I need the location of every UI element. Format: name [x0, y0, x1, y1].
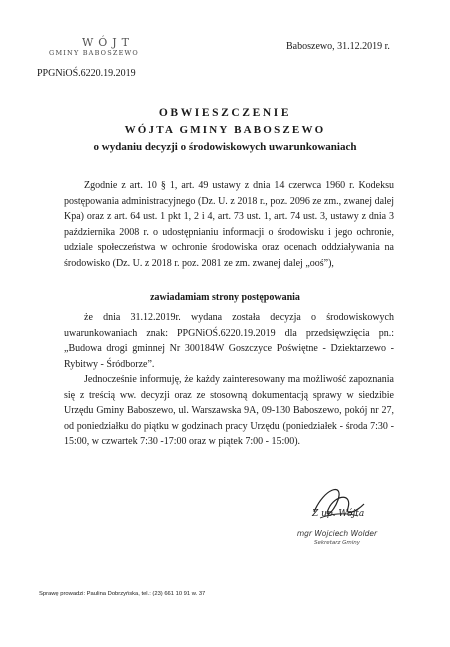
- document-issuer: WÓJTA GMINY BABOSZEWO: [124, 124, 326, 136]
- document-title: OBWIESZCZENIE: [158, 107, 292, 119]
- signatory-name: mgr Wojciech Wolder: [296, 529, 378, 538]
- announcement-line: zawiadamiam strony postępowania: [150, 292, 300, 303]
- signatory-role: Sekretarz Gminy: [313, 540, 361, 546]
- stamp-title: WÓJT: [81, 36, 135, 49]
- reference-number: PPGNiOŚ.6220.19.2019: [37, 68, 136, 79]
- handwritten-signature: [300, 478, 370, 528]
- place-date: Baboszewo, 31.12.2019 r.: [286, 41, 390, 52]
- information-paragraph: Jednocześnie informuję, że każdy zainteresowany ma możliwość zapoznania się z treścią ww. decyzji oraz ze stosowną dokumentacją sprawy w siedzibie Urzędu Gminy Baboszewo, ul. Warszawska 9A, 09-130 Baboszewo, pokój nr 27, od poniedziałku do piątku w godzinach pracy Urzędu (poniedziałek - środa 7:30 - 15:00, w czwartek 7:30 -17:00 oraz w piątek 7:00 - 15:00).: [64, 374, 394, 447]
- decision-paragraph: że dnia 31.12.2019r. wydana została decyzja o środowiskowych uwarunkowaniach znak: PPGNiOŚ.6220.19.2019 dla przedsięwzięcia pn.: „Budowa drogi gminnej Nr 300184W Goszczyce Poświętne - Dziektarzewo - Rybitwy - Śródborze”.: [64, 312, 394, 370]
- stamp-subtitle: GMINY BABOSZEWO: [49, 49, 139, 57]
- signature-handwritten-text: Z up. Wójta: [312, 509, 365, 519]
- footer-contact: Sprawę prowadzi: Paulina Dobrzyńska, tel.: (23) 661 10 91 w. 37: [39, 591, 206, 597]
- document-subject: o wydaniu decyzji o środowiskowych uwarunkowaniach: [93, 141, 357, 153]
- legal-basis-paragraph: Zgodnie z art. 10 § 1, art. 49 ustawy z dnia 14 czerwca 1960 r. Kodeksu postępowania administracyjnego (Dz. U. z 2018 r., poz. 2096 ze zm., zwanej dalej Kpa) oraz z art. 64 ust. 1 pkt 1, 2 i 4, art. 73 ust. 1, art. 74 ust. 3, ustawy z dnia 3 października 2008 r. o udostępnianiu informacji o środowisku i jego ochronie, udziale społeczeństwa w ochronie środowiska oraz ocenach oddziaływania na środowisko (Dz. U. z 2018 r. poz. 2081 ze zm. zwanej dalej „ooś”),: [64, 180, 394, 269]
